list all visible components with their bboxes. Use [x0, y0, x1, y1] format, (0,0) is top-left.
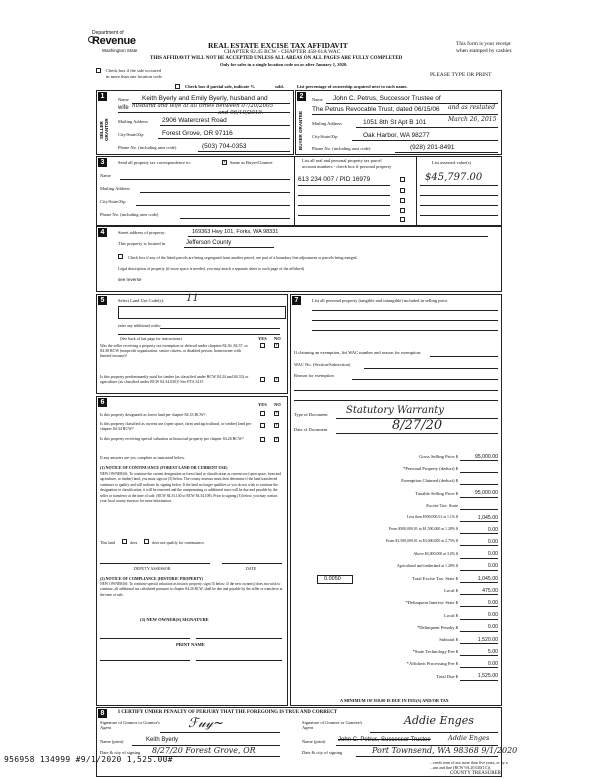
partial-sale-checkbox[interactable]: [175, 84, 180, 89]
located-label: This property is located in: [118, 241, 166, 246]
tax-row-value[interactable]: 0.00: [487, 526, 498, 533]
grantor-name[interactable]: Keith Byerly: [146, 737, 179, 743]
list-personal-property: List all personal property (tangible and intangible) included in selling price.: [312, 298, 449, 303]
s6-q1-no[interactable]: ✓: [275, 411, 280, 416]
dept-logo-icon: [88, 36, 95, 43]
grantor-date-city[interactable]: 8/27/20 Forest Grove, OR: [152, 746, 256, 755]
does-label: does: [130, 540, 138, 545]
send-correspondence-label: Send all property tax correspondence to:: [118, 160, 191, 165]
buyer-city[interactable]: Oak Harbor, WA 98277: [363, 132, 430, 139]
buyer-side-label: BUYER GRANTEE: [298, 110, 303, 150]
type-or-print: PLEASE TYPE OR PRINT: [430, 72, 492, 78]
grantee-agent-name: Addie Enges: [448, 734, 490, 742]
print-name-label: PRINT NAME: [176, 642, 205, 647]
tax-row-value[interactable]: 0.00: [487, 551, 498, 558]
receipt-stamp: 956958 134999 #9/1/2020 1,525.00#: [4, 755, 173, 764]
tax-row-value[interactable]: 5.00: [487, 648, 498, 655]
multi-location-label: Check box if the sale occurred: [106, 68, 161, 73]
section-4-number: 4: [98, 228, 107, 237]
land-use-value[interactable]: 11: [186, 293, 199, 304]
land-does-not-checkbox[interactable]: [144, 539, 149, 544]
buyer-mailing[interactable]: 1051 8th St Apt B 101: [363, 119, 427, 126]
section-2-number: 2: [297, 92, 306, 101]
tax-row-underline: [460, 497, 498, 498]
seller-name-label: Name: [118, 97, 129, 102]
tax-row-label: Exemption Claimed (deduct) $: [401, 478, 458, 484]
tax-row-underline: [460, 460, 498, 461]
buyer-phone-label: Phone No. (including area code): [312, 146, 371, 151]
dept-logo-name: Revenue: [92, 35, 136, 47]
tax-row-value[interactable]: 0.00: [487, 612, 498, 619]
certify-statement: I CERTIFY UNDER PENALTY OF PERJURY THAT THE FOREGOING IS TRUE AND CORRECT: [118, 710, 338, 715]
tax-row-label: Total Excise Tax: State $: [412, 576, 458, 581]
parcel-4-personal-checkbox[interactable]: [400, 208, 405, 213]
seller-side-label: SELLER GRANTOR: [99, 118, 109, 142]
s5-q1: Was the seller receiving a property tax exemption or deferral under chapters 84.36, 84.37, or 84.38 RCW (nonprofit organization, senior citizen, or disabled person, homeowner with limited income)?: [100, 343, 248, 359]
section-1-number: 1: [98, 92, 107, 101]
seller-name-line2: wife: [118, 105, 129, 111]
tax-row-label: Taxable Selling Price $: [415, 490, 458, 496]
tax-row-label: *State Technology Fee $: [412, 649, 458, 655]
tax-row-underline: [460, 558, 498, 559]
s5-q2: Is this property predominantly used for timber (as classified under RCW 84.34 and 84.33) or agriculture (as classified under RCW 84.34.020)? See ETA 3215: [100, 374, 249, 385]
tax-row-label: Above $3,000,000 at 3.0% $: [413, 551, 458, 556]
buyer-name-line2: The Petrus Revocable Trust, dated 06/15/06: [312, 106, 440, 113]
tax-row-label: From $1,500,000.01 to $3,000,000 at 2.75% $: [386, 539, 458, 544]
multi-location-checkbox[interactable]: [96, 68, 101, 73]
s6-q2: Is this property classified as current use (open space, farm and agricultural, or timber) land per chapter 84.34 RCW?: [100, 421, 252, 431]
multi-location-label-2: in more than one location code.: [106, 74, 163, 79]
land-does-checkbox[interactable]: [122, 539, 127, 544]
s6-if-yes: If any answers are yes, complete as instructed below.: [100, 455, 185, 460]
tax-row-underline: [460, 594, 498, 595]
s5-q1-no[interactable]: ✓: [275, 343, 280, 348]
s5-yes-header: YES: [258, 336, 267, 341]
tax-row-underline: [460, 631, 498, 632]
new-owner-signature-label: (3) NEW OWNER(S) SIGNATURE: [140, 617, 209, 622]
parcel-2-personal-checkbox[interactable]: [400, 188, 405, 193]
tax-row-label: Total Due $: [436, 673, 458, 679]
parcel-5-personal-checkbox[interactable]: [400, 217, 405, 222]
tax-row-value[interactable]: 0.00: [487, 538, 498, 545]
grantee-name-label: Name (print): [302, 739, 326, 744]
does-not-label: does not qualify for continuance.: [152, 540, 205, 545]
tax-row-underline: [460, 509, 498, 510]
segregated-checkbox[interactable]: [118, 254, 123, 259]
form-chapter: CHAPTER 82.45 RCW - CHAPTER 458-61A WAC: [224, 49, 341, 55]
tax-row-underline: [460, 533, 498, 534]
tax-row-value[interactable]: 1,525.00: [477, 673, 498, 680]
tax-row-underline: [460, 680, 498, 681]
s6-q1: Is this property designated as forest land per chapter 84.33 RCW?: [100, 412, 206, 417]
date-document[interactable]: 8/27/20: [392, 418, 443, 433]
tax-row-value[interactable]: 1,045.00: [477, 514, 498, 521]
grantee-signature-label: Signature of Grantee or Grantee's Agent: [302, 720, 363, 730]
tax-row-underline: [460, 582, 498, 583]
same-as-buyer-checkbox[interactable]: ✓: [223, 160, 228, 165]
land-use-select[interactable]: [118, 306, 286, 319]
grantee-date-city-label: Date & city of signing: [302, 750, 343, 755]
receipt-note-1: This form is your receipt: [456, 41, 511, 47]
list-parcels-label-2: account numbers - check box if personal property: [302, 164, 392, 169]
perjury-note-1: ...ceeds term of not more than five years, or by a: [430, 760, 508, 765]
tax-row-value[interactable]: 0.00: [487, 599, 498, 606]
tax-row-value[interactable]: 95,000.00: [474, 453, 498, 460]
seller-phone-label: Phone No. (including area code): [118, 145, 177, 150]
tax-row-underline: [460, 472, 498, 473]
tax-row-value[interactable]: 475.00: [482, 587, 498, 594]
deputy-assessor-label: DEPUTY ASSESSOR: [134, 566, 171, 571]
notice1-body: NEW OWNER(S): To continue the current designation as forest land or classification as current use (open space, farm and agriculture, or timber) land, you must sign on (3) below. The county assessor must then determine if the land transferred continues to qualify and will indicate by signing below. If the land no longer qualifies or you do not wish to continue the designation or classification, it will be removed and the compensating or additional taxes will be due and payable by the seller or transferor at the time of sale. (RCW 84.33.140 or RCW 84.34.108). Prior to signing (3) below, you may contact your local county assessor for more information.: [100, 472, 281, 504]
grantor-signature-label: Signature of Grantor or Grantor's Agent: [100, 720, 160, 730]
receipt-note-2: when stamped by cashier.: [456, 48, 513, 54]
parcel-1-personal-checkbox[interactable]: [400, 177, 405, 182]
claiming-exemption-label: If claiming an exemption, list WAC number and reason for exemption:: [294, 350, 422, 355]
tax-row-label: *Affidavit Processing Fee $: [406, 661, 458, 667]
buyer-handwritten-note-2: March 26, 2015: [448, 116, 497, 123]
parcel-number[interactable]: 613 234 007 / PID 16979: [298, 176, 371, 183]
s5-q1-yes[interactable]: [260, 343, 265, 348]
seller-mailing[interactable]: 2906 Watercrest Road: [162, 117, 227, 124]
assessed-value[interactable]: $45,797.00: [425, 172, 483, 183]
seller-name[interactable]: Keith Byerly and Emily Byerly, husband and: [142, 95, 268, 102]
minimum-fee-note: A MINIMUM OF $10.00 IS DUE IN FEE(S) AND/OR TAX: [340, 698, 449, 703]
this-land-label: This land: [100, 540, 115, 545]
s6-q2-no[interactable]: ✓: [275, 423, 280, 428]
tax-row-value[interactable]: 0.00: [487, 624, 498, 631]
s6-q1-yes[interactable]: [260, 411, 265, 416]
tax-row-label: Gross Selling Price $: [419, 454, 458, 459]
wac-label: WAC No. (Section/Subsection): [294, 362, 351, 367]
seller-phone[interactable]: (503) 704-0353: [202, 143, 247, 150]
type-document-label: Type of Document: [294, 412, 328, 417]
tax-row-label: *Personal Property (deduct) $: [403, 466, 458, 472]
tax-row-underline: [460, 545, 498, 546]
tax-row-label: Subtotal $: [439, 637, 458, 642]
street-address[interactable]: 169363 Hwy 101, Forks, WA 98331: [192, 229, 279, 235]
section-7-number: 7: [292, 296, 301, 305]
buyer-name-label: Name: [312, 97, 323, 102]
buyer-handwritten-note: and as restated: [448, 104, 496, 111]
section-5-number: 5: [98, 296, 107, 305]
date-document-label: Date of Document: [294, 427, 328, 432]
grantee-date-city[interactable]: Port Townsend, WA 98368 9/1/2020: [372, 746, 518, 755]
notice1-title: (1) NOTICE OF CONTINUANCE (FOREST LAND OR CURRENT USE): [100, 465, 228, 470]
dept-line: Department of: [92, 30, 124, 36]
dept-state: Washington State: [102, 48, 138, 53]
seller-mailing-label: Mailing Address: [118, 119, 148, 124]
tax-row-underline: [460, 643, 498, 644]
seller-city-label: City/State/Zip: [118, 132, 144, 137]
tax-row-label: Agricultural and timberland at 1.28% $: [396, 563, 458, 568]
s6-yes-header: YES: [258, 402, 267, 407]
tax-row-label: Less than $500,000.01 at 1.1% $: [406, 515, 458, 519]
s3-name-label: Name: [100, 173, 111, 178]
s3-city-label: City/State/Zip: [100, 199, 126, 204]
s6-q2-yes[interactable]: [260, 423, 265, 428]
tax-row-label: Local $: [444, 612, 458, 618]
buyer-city-label: City/State/Zip: [312, 134, 338, 139]
grantor-name-label: Name (print): [100, 739, 124, 744]
local-rate[interactable]: 0.0050: [324, 576, 341, 582]
s5-q2-yes[interactable]: [260, 377, 265, 382]
tax-row-underline: [460, 484, 498, 485]
tax-row-label: Excise Tax: State: [426, 502, 458, 508]
segregated-label: Check box if any of the listed parcels are being segregated from another parcel, are part of a boundary line adjustment or parcels being merged.: [128, 255, 358, 260]
buyer-phone[interactable]: (928) 201-8491: [410, 144, 455, 151]
county[interactable]: Jefferson County: [186, 240, 232, 246]
tax-row-value[interactable]: 1,520.00: [477, 636, 498, 643]
s3-mailing-label: Mailing Address: [100, 186, 130, 191]
tax-row-value[interactable]: 0.00: [487, 563, 498, 570]
s6-q3-yes[interactable]: [260, 437, 265, 442]
tax-row-underline: [460, 667, 498, 668]
enter-additional-codes: enter any additional codes:: [118, 323, 161, 328]
tax-row-underline: [460, 570, 498, 571]
notice2-body: NEW OWNER(S): To continue special valuation as historic property, sign (3) below. If the new owner(s) does not wish to continue, all additional tax calculated pursuant to chapter 84.26 RCW, shall be due and payable by the seller or transferor at the time of sale.: [100, 582, 283, 597]
tax-row-label: From $500,000.01 to $1,500,000 at 1.28% $: [388, 527, 458, 532]
form-title: REAL ESTATE EXCISE TAX AFFIDAVIT: [208, 41, 348, 50]
s5-q2-no[interactable]: ✓: [275, 377, 280, 382]
see-back-instructions: (See back of last page for instructions): [120, 336, 182, 341]
grantor-signature[interactable]: ℱ𝓊𝓎~: [188, 716, 224, 731]
s6-no-header: NO: [274, 402, 281, 407]
buyer-name[interactable]: John C. Petrus, Successor Trustee of: [333, 95, 441, 102]
tax-row-underline: [460, 619, 498, 620]
grantor-date-city-label: Date & city of signing: [100, 750, 141, 755]
section-6-number: 6: [98, 398, 107, 407]
tax-row-underline: [460, 655, 498, 656]
grantee-signature[interactable]: Addie Enges: [404, 714, 474, 727]
s3-phone-label: Phone No. (including area code): [100, 212, 159, 217]
tax-row-underline: [460, 606, 498, 607]
parcel-3-personal-checkbox[interactable]: [400, 198, 405, 203]
reason-exemption-label: Reason for exemption: [294, 373, 334, 378]
tax-row-label: *Delinquent Penalty $: [416, 624, 458, 630]
seller-city[interactable]: Forest Grove, OR 97116: [162, 130, 233, 137]
list-percentage: List percentage of ownership acquired next to each name.: [297, 84, 408, 89]
perjury-note-2: ...unt and fine (RCW 9A.20.020(1C)).: [430, 765, 492, 770]
county-treasurer-label: COUNTY TREASURER: [450, 771, 501, 776]
s6-q3: Is this property receiving special valuation as historical property per chapter 84.26 RCW?: [100, 436, 244, 441]
deputy-date-label: DATE: [246, 566, 257, 571]
notice2-title: (2) NOTICE OF COMPLIANCE (HISTORIC PROPERTY): [100, 576, 204, 581]
grantee-name[interactable]: John C. Petrus, Successor Trustee: [338, 737, 431, 743]
tax-row-value[interactable]: 95,000.00: [474, 490, 498, 497]
s5-no-header: NO: [274, 336, 281, 341]
same-as-buyer-label: Same as Buyer/Grantee: [230, 160, 273, 165]
form-valid-note: Only for sales in a single location code on or after January 1, 2020.: [220, 62, 348, 67]
tax-row-value[interactable]: 0.00: [487, 660, 498, 667]
land-use-label: Select Land Use Code(s):: [118, 298, 165, 303]
type-document[interactable]: Statutory Warranty: [346, 405, 444, 416]
street-address-label: Street address of property:: [118, 230, 166, 235]
sold-label: sold.: [275, 84, 284, 89]
list-parcels-label: List all real and personal property tax parcel: [302, 158, 382, 163]
tax-row-underline: [460, 521, 498, 522]
tax-row-value[interactable]: 1,045.00: [477, 575, 498, 582]
assessed-value-label: List assessed value(s): [432, 160, 471, 165]
form-warning: THIS AFFIDAVIT WILL NOT BE ACCEPTED UNLESS ALL AREAS ON ALL PAGES ARE FULLY COMPLETED: [150, 56, 403, 61]
buyer-mailing-label: Mailing Address: [312, 121, 342, 126]
legal-description[interactable]: see reverse: [118, 277, 142, 282]
seller-handwritten-note: husband and wife at all times between 07/20/2005: [132, 103, 274, 109]
seller-handwritten-note-2: and 06/10/2019.: [218, 110, 264, 116]
tax-row-label: *Delinquent Interest: State $: [405, 600, 458, 606]
s6-q3-no[interactable]: ✓: [275, 437, 280, 442]
partial-sale-label: Check box if partial sale, indicate %: [185, 84, 255, 89]
tax-row-label: Local $: [444, 588, 458, 594]
section-8-number: 8: [98, 709, 107, 718]
legal-description-label: Legal description of property (if more space is needed, you may attach a separate sheet to each page of the affidavit): [118, 266, 305, 271]
section-3-number: 3: [98, 158, 107, 167]
